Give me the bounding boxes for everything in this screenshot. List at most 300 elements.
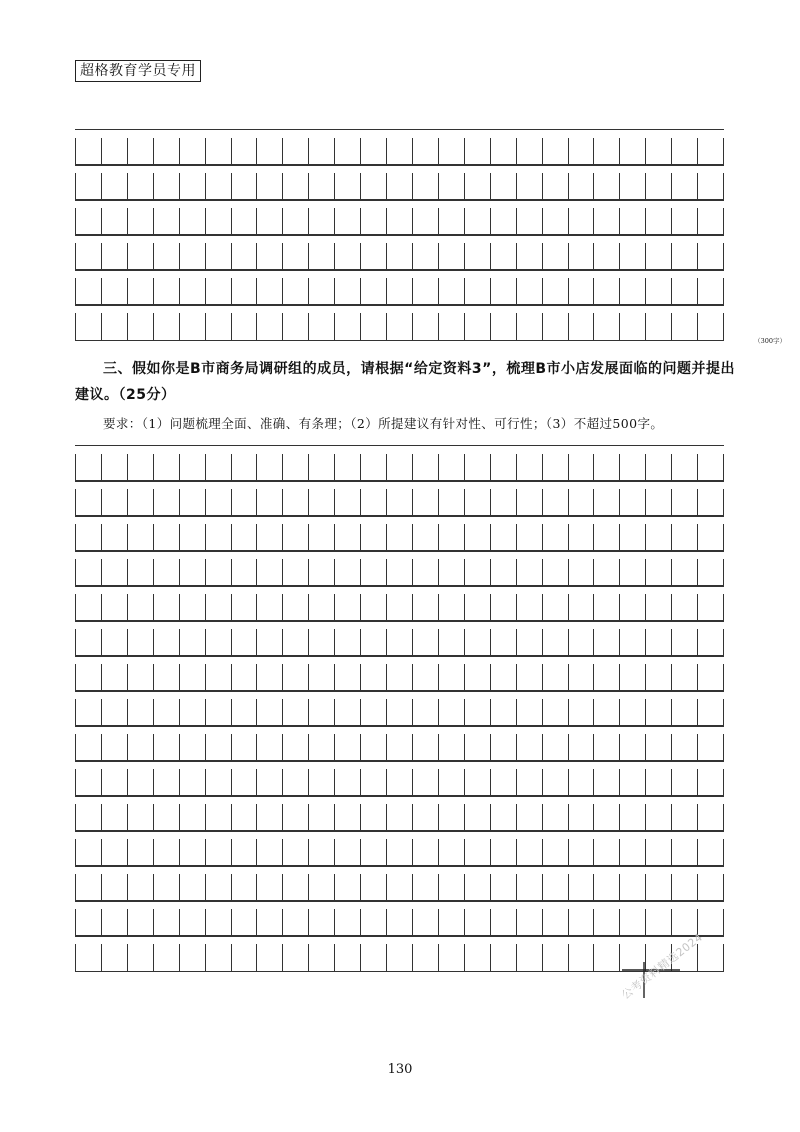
grid-cell [490, 278, 516, 305]
grid-cell [490, 699, 516, 726]
grid-cell [645, 524, 671, 551]
grid-cell [101, 313, 127, 340]
grid-cell [697, 909, 724, 936]
grid-cell [153, 489, 179, 516]
grid-cell [75, 313, 101, 340]
grid-cell [205, 559, 231, 586]
grid-cell [593, 664, 619, 691]
grid-cell [205, 594, 231, 621]
grid-cell [671, 208, 697, 235]
grid-cell [127, 664, 153, 691]
grid-row [75, 760, 724, 761]
grid-cell [127, 944, 153, 971]
grid-cell [179, 909, 205, 936]
grid-row [75, 725, 724, 726]
grid-cell [412, 454, 438, 481]
grid-cell [516, 734, 542, 761]
grid-cell [671, 454, 697, 481]
grid-cell [75, 769, 101, 796]
grid-cell [464, 594, 490, 621]
grid-cell [490, 909, 516, 936]
grid-cell [75, 173, 101, 200]
grid-cell [542, 699, 568, 726]
grid-cell [75, 559, 101, 586]
grid-cell [282, 138, 308, 165]
grid-cell [438, 629, 464, 656]
grid-row [75, 795, 724, 796]
grid-cell [671, 278, 697, 305]
grid-row [75, 865, 724, 866]
grid-cell [516, 769, 542, 796]
grid-cell [438, 524, 464, 551]
grid-cell [568, 173, 594, 200]
grid-cell [671, 804, 697, 831]
grid-cell [127, 173, 153, 200]
grid-cell [75, 208, 101, 235]
grid-cell [619, 594, 645, 621]
grid-cell [75, 874, 101, 901]
grid-cell [568, 874, 594, 901]
grid-cell [412, 278, 438, 305]
grid-cell [360, 278, 386, 305]
grid-cell [490, 524, 516, 551]
grid-cell [593, 454, 619, 481]
grid-cell [127, 489, 153, 516]
grid-cell [568, 454, 594, 481]
grid-cell [516, 138, 542, 165]
grid-cell [75, 629, 101, 656]
grid-cell [256, 173, 282, 200]
grid-cell [490, 874, 516, 901]
grid-cell [205, 804, 231, 831]
grid-cell [205, 524, 231, 551]
grid-cell [568, 138, 594, 165]
grid-cell [671, 173, 697, 200]
grid-cell [179, 769, 205, 796]
grid-cell [179, 243, 205, 270]
grid-cell [619, 278, 645, 305]
grid-cell [697, 454, 724, 481]
grid-cell [516, 629, 542, 656]
grid-cell [75, 699, 101, 726]
grid-cell [205, 629, 231, 656]
grid-cell [490, 804, 516, 831]
grid-cell [205, 909, 231, 936]
grid-cell [542, 278, 568, 305]
grid-cell [516, 839, 542, 866]
grid-cell [101, 944, 127, 971]
grid-cell [127, 313, 153, 340]
grid-cell [360, 489, 386, 516]
grid-cell [334, 629, 360, 656]
grid-cell [438, 138, 464, 165]
grid-cell [490, 489, 516, 516]
grid-cell [334, 594, 360, 621]
grid-cell [645, 804, 671, 831]
grid-cell [697, 243, 724, 270]
grid-cell [282, 173, 308, 200]
grid-cell [697, 559, 724, 586]
grid-cell [75, 839, 101, 866]
grid-cell [179, 629, 205, 656]
grid-cell [334, 804, 360, 831]
grid-cell [231, 699, 257, 726]
grid-cell [308, 489, 334, 516]
grid-cell [671, 664, 697, 691]
grid-cell [334, 664, 360, 691]
grid-cell [464, 278, 490, 305]
grid-cell [256, 874, 282, 901]
grid-cell [619, 874, 645, 901]
grid-cell [386, 559, 412, 586]
grid-cell [438, 664, 464, 691]
grid-cell [542, 138, 568, 165]
grid-row [75, 269, 724, 270]
grid-cell [308, 173, 334, 200]
grid-cell [127, 874, 153, 901]
grid-cell [282, 559, 308, 586]
grid-cell [516, 944, 542, 971]
grid-cell [490, 664, 516, 691]
grid-cell [386, 313, 412, 340]
grid-cell [127, 559, 153, 586]
grid-cell [542, 559, 568, 586]
grid-cell [619, 138, 645, 165]
grid-cell [542, 944, 568, 971]
grid-cell [360, 629, 386, 656]
grid-cell [386, 909, 412, 936]
grid-cell [645, 629, 671, 656]
grid-cell [542, 839, 568, 866]
grid-cell [671, 594, 697, 621]
grid-cell [490, 594, 516, 621]
grid-cell [542, 524, 568, 551]
grid-cell [153, 734, 179, 761]
grid-cell [645, 208, 671, 235]
grid-cell [619, 629, 645, 656]
grid-cell [179, 313, 205, 340]
grid-cell [360, 699, 386, 726]
grid-cell [75, 524, 101, 551]
grid-cell [101, 208, 127, 235]
grid-cell [619, 313, 645, 340]
grid-cell [697, 699, 724, 726]
grid-cell [231, 559, 257, 586]
grid-cell [179, 734, 205, 761]
grid-cell [360, 804, 386, 831]
grid-cell [256, 769, 282, 796]
grid-cell [386, 699, 412, 726]
grid-cell [438, 944, 464, 971]
grid-row [75, 199, 724, 200]
grid-cell [153, 559, 179, 586]
grid-cell [593, 699, 619, 726]
grid-cell [334, 559, 360, 586]
grid-cell [179, 208, 205, 235]
grid-cell [205, 313, 231, 340]
grid-cell [153, 804, 179, 831]
grid-cell [490, 173, 516, 200]
grid-cell [593, 594, 619, 621]
grid-cell [464, 769, 490, 796]
grid-cell [127, 804, 153, 831]
grid-cell [334, 524, 360, 551]
grid-cell [308, 629, 334, 656]
grid-cell [308, 524, 334, 551]
grid-row [75, 550, 724, 551]
grid-cell [101, 874, 127, 901]
grid-cell [282, 629, 308, 656]
grid-cell [308, 664, 334, 691]
grid-cell [153, 699, 179, 726]
grid-cell [101, 243, 127, 270]
grid-cell [282, 524, 308, 551]
grid-cell [568, 839, 594, 866]
grid-cell [542, 909, 568, 936]
grid-cell [231, 524, 257, 551]
grid-cell [697, 173, 724, 200]
grid-row [75, 480, 724, 481]
grid-cell [645, 559, 671, 586]
grid-cell [282, 664, 308, 691]
grid-cell [308, 839, 334, 866]
grid-cell [256, 524, 282, 551]
grid-cell [516, 594, 542, 621]
grid-cell [386, 944, 412, 971]
grid-cell [282, 208, 308, 235]
grid-cell [282, 944, 308, 971]
grid-cell [205, 734, 231, 761]
grid-cell [205, 208, 231, 235]
grid-cell [308, 278, 334, 305]
grid-cell [153, 243, 179, 270]
grid-cell [75, 243, 101, 270]
grid-cell [412, 909, 438, 936]
grid-cell [334, 874, 360, 901]
grid-row [75, 515, 724, 516]
grid-cell [179, 138, 205, 165]
grid-cell [464, 664, 490, 691]
grid-cell [334, 699, 360, 726]
grid-cell [593, 138, 619, 165]
grid-cell [308, 874, 334, 901]
grid-cell [671, 874, 697, 901]
grid-cell [542, 874, 568, 901]
grid-cell [671, 243, 697, 270]
grid-cell [360, 559, 386, 586]
grid-cell [360, 208, 386, 235]
grid-cell [568, 313, 594, 340]
grid-cell [127, 278, 153, 305]
grid-cell [490, 559, 516, 586]
grid-cell [438, 454, 464, 481]
grid-cell [619, 769, 645, 796]
grid-cell [75, 944, 101, 971]
grid-cell [256, 243, 282, 270]
grid-cell [334, 734, 360, 761]
grid-cell [619, 734, 645, 761]
grid-cell [101, 839, 127, 866]
grid-cell [568, 804, 594, 831]
grid-cell [256, 944, 282, 971]
grid-cell [153, 839, 179, 866]
grid-cell [516, 173, 542, 200]
grid-cell [256, 839, 282, 866]
grid-cell [231, 804, 257, 831]
grid-cell [568, 208, 594, 235]
grid-cell [256, 454, 282, 481]
grid-cell [205, 944, 231, 971]
grid-cell [464, 524, 490, 551]
grid-cell [334, 243, 360, 270]
grid-cell [490, 243, 516, 270]
grid-cell [75, 489, 101, 516]
grid-cell [127, 769, 153, 796]
grid-cell [593, 734, 619, 761]
grid-cell [645, 874, 671, 901]
grid-cell [697, 874, 724, 901]
grid-cell [412, 313, 438, 340]
grid-cell [101, 909, 127, 936]
grid-cell [308, 909, 334, 936]
grid-cell [334, 489, 360, 516]
grid-cell [386, 804, 412, 831]
grid-cell [412, 664, 438, 691]
grid-cell [334, 208, 360, 235]
grid-cell [412, 804, 438, 831]
grid-cell [256, 208, 282, 235]
grid-cell [308, 734, 334, 761]
grid-cell [593, 559, 619, 586]
grid-cell [671, 734, 697, 761]
grid-cell [231, 874, 257, 901]
grid-cell [127, 208, 153, 235]
grid-cell [438, 594, 464, 621]
grid-cell [308, 804, 334, 831]
grid-cell [593, 489, 619, 516]
grid-cell [231, 734, 257, 761]
grid-cell [412, 524, 438, 551]
grid-cell [334, 138, 360, 165]
grid-cell [645, 173, 671, 200]
grid-row [75, 304, 724, 305]
grid-cell [542, 313, 568, 340]
grid-cell [542, 734, 568, 761]
grid-cell [179, 839, 205, 866]
grid-cell [360, 944, 386, 971]
grid-cell [127, 454, 153, 481]
grid-cell [438, 804, 464, 831]
grid-cell [568, 489, 594, 516]
grid-cell [386, 138, 412, 165]
grid-cell [412, 594, 438, 621]
grid-cell [464, 944, 490, 971]
grid-cell [412, 138, 438, 165]
grid-cell [516, 278, 542, 305]
grid-cell [697, 944, 724, 971]
grid-cell [645, 278, 671, 305]
grid-cell [231, 313, 257, 340]
grid-cell [101, 769, 127, 796]
grid-cell [153, 278, 179, 305]
grid-cell [127, 839, 153, 866]
grid-cell [697, 594, 724, 621]
grid-cell [619, 454, 645, 481]
grid-cell [645, 734, 671, 761]
grid-cell [697, 524, 724, 551]
grid-cell [697, 664, 724, 691]
grid-cell [179, 594, 205, 621]
grid-cell [645, 243, 671, 270]
grid-cell [334, 454, 360, 481]
grid-cell [464, 734, 490, 761]
grid-cell [542, 594, 568, 621]
grid-cell [308, 454, 334, 481]
grid-cell [282, 734, 308, 761]
grid-cell [282, 804, 308, 831]
grid-cell [386, 769, 412, 796]
grid-cell [101, 699, 127, 726]
grid-cell [75, 804, 101, 831]
grid-cell [153, 138, 179, 165]
grid-cell [438, 313, 464, 340]
grid-cell [516, 208, 542, 235]
grid-cell [697, 804, 724, 831]
grid-cell [490, 208, 516, 235]
grid-cell [464, 243, 490, 270]
grid-cell [308, 594, 334, 621]
grid-cell [542, 769, 568, 796]
grid-cell [542, 208, 568, 235]
grid-cell [386, 278, 412, 305]
grid-cell [542, 243, 568, 270]
grid-cell [438, 243, 464, 270]
grid-cell [645, 769, 671, 796]
grid-cell [490, 944, 516, 971]
grid-cell [205, 839, 231, 866]
grid-cell [593, 208, 619, 235]
grid-cell [179, 454, 205, 481]
grid-cell [75, 909, 101, 936]
grid-cell [308, 699, 334, 726]
grid-cell [568, 524, 594, 551]
grid-cell [645, 594, 671, 621]
grid-cell [619, 208, 645, 235]
grid-cell [205, 769, 231, 796]
grid-row [75, 445, 724, 446]
grid-cell [645, 699, 671, 726]
grid-cell [593, 944, 619, 971]
grid-cell [412, 769, 438, 796]
grid-cell [464, 909, 490, 936]
grid-cell [334, 173, 360, 200]
grid-cell [256, 594, 282, 621]
grid-cell [619, 909, 645, 936]
grid-row [75, 234, 724, 235]
grid-cell [334, 278, 360, 305]
grid-cell [256, 278, 282, 305]
grid-cell [153, 874, 179, 901]
grid-cell [438, 278, 464, 305]
grid-cell [179, 278, 205, 305]
grid-cell [101, 629, 127, 656]
grid-cell [231, 454, 257, 481]
grid-cell [593, 173, 619, 200]
grid-cell [619, 839, 645, 866]
grid-cell [671, 839, 697, 866]
grid-cell [671, 138, 697, 165]
grid-cell [464, 208, 490, 235]
